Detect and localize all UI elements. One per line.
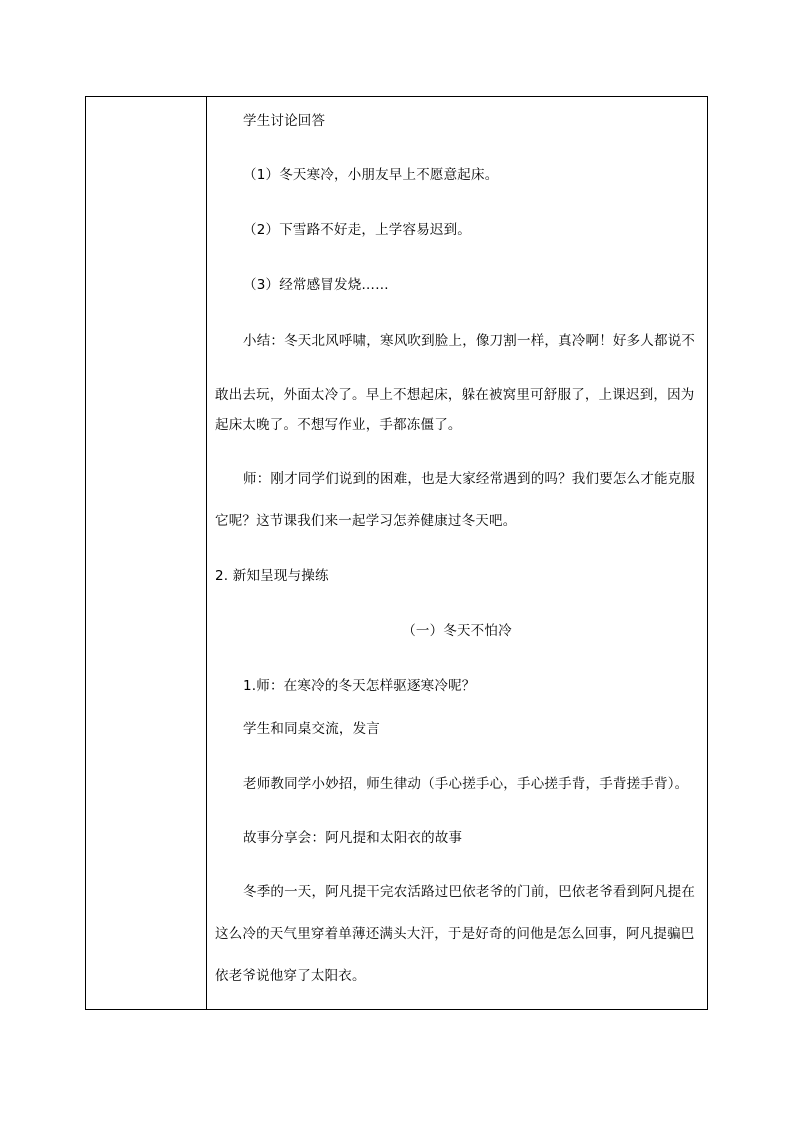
text-line-answer-3: （3）经常感冒发烧…… xyxy=(243,277,389,293)
text-line-question: 1.师：在寒冷的冬天怎样驱逐寒冷呢？ xyxy=(243,678,476,694)
text-line-story-1: 冬季的一天，阿凡提干完农活路过巴依老爷的门前，巴依老爷看到阿凡提在 xyxy=(243,884,696,900)
section-heading-new-knowledge: 2. 新知呈现与操练 xyxy=(215,568,329,584)
text-line-story-2: 这么冷的天气里穿着单薄还满头大汗，于是好奇的问他是怎么回事，阿凡提骗巴 xyxy=(215,926,695,942)
text-line-summary-1: 小结：冬天北风呼啸，寒风吹到脸上，像刀割一样，真冷啊！好多人都说不 xyxy=(243,333,696,349)
text-line-answer-2: （2）下雪路不好走，上学容易迟到。 xyxy=(243,222,471,238)
document-table xyxy=(85,96,708,1010)
text-line-answer-1: （1）冬天寒冷，小朋友早上不愿意起床。 xyxy=(243,167,499,183)
text-line-story-3: 依老爷说他穿了太阳衣。 xyxy=(215,968,366,984)
text-line-teacher-tips: 老师教同学小妙招，师生律动（手心搓手心，手心搓手背，手背搓手背）。 xyxy=(243,776,689,792)
table-left-column xyxy=(86,97,207,1009)
text-line-student-exchange: 学生和同桌交流，发言 xyxy=(243,721,380,737)
text-line-discussion: 学生讨论回答 xyxy=(243,113,326,129)
text-line-summary-3: 起床太晚了。不想写作业，手都冻僵了。 xyxy=(215,417,462,433)
text-line-teacher-2: 它呢？这节课我们来一起学习怎养健康过冬天吧。 xyxy=(215,513,517,529)
text-line-story-title: 故事分享会：阿凡提和太阳衣的故事 xyxy=(243,830,463,846)
subsection-title-winter: （一）冬天不怕冷 xyxy=(402,623,512,639)
text-line-summary-2: 敢出去玩，外面太冷了。早上不想起床，躲在被窝里可舒服了，上课迟到，因为 xyxy=(215,387,695,403)
text-line-teacher-1: 师：刚才同学们说到的困难，也是大家经常遇到的吗？我们要怎么才能克服 xyxy=(243,471,696,487)
table-content-column xyxy=(207,97,707,1009)
